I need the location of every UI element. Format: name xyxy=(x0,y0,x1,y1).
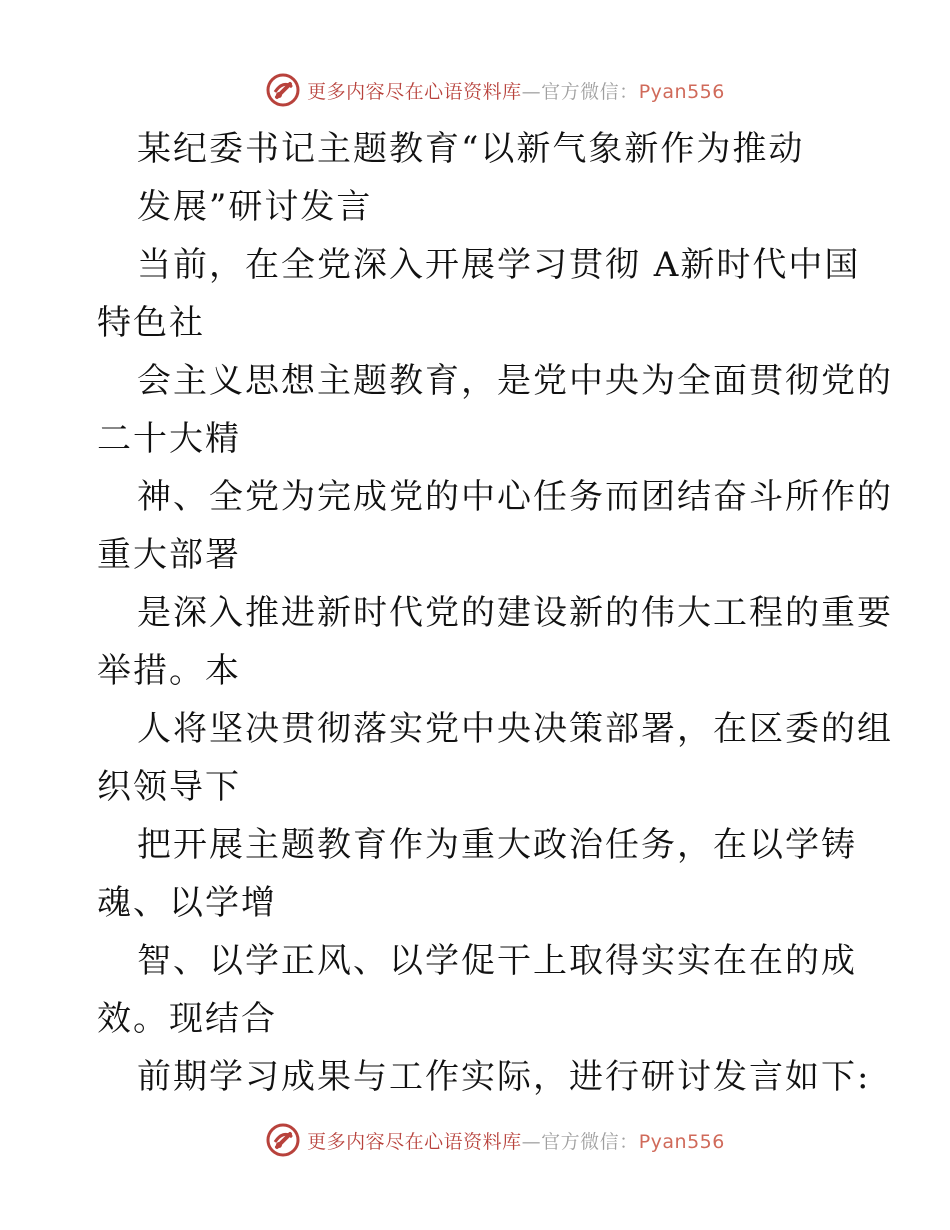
paragraph-line: 织领导下 xyxy=(97,767,241,807)
paragraph-line: 会主义思想主题教育，是党中央为全面贯彻党的 xyxy=(137,361,893,401)
watermark-handle: Pyan556 xyxy=(638,80,725,103)
watermark-group xyxy=(265,1122,725,1158)
document-body xyxy=(97,120,893,1106)
watermark-handle: Pyan556 xyxy=(638,1130,725,1153)
paragraph-line: 重大部署 xyxy=(97,535,241,575)
watermark-brand: 更多内容尽在心语资料库 xyxy=(307,1130,522,1153)
brand-logo-icon xyxy=(265,72,301,108)
paragraph-line: 神、全党为完成党的中心任务而团结奋斗所作的 xyxy=(137,477,893,517)
header-watermark xyxy=(0,70,950,110)
watermark-group xyxy=(265,72,725,108)
watermark-separator: — xyxy=(521,80,542,103)
paragraph-line: 二十大精 xyxy=(97,419,241,459)
watermark-text xyxy=(307,77,725,104)
document-title-line-1: 某纪委书记主题教育“以新气象新作为推动 xyxy=(137,129,805,169)
paragraph-line: 效。现结合 xyxy=(97,999,277,1039)
paragraph-line: 魂、以学增 xyxy=(97,883,277,923)
watermark-official: 官方微信： xyxy=(541,80,639,103)
paragraph-line: 举措。本 xyxy=(97,651,241,691)
watermark-separator: — xyxy=(521,1130,542,1153)
paragraph-line: 是深入推进新时代党的建设新的伟大工程的重要 xyxy=(137,593,893,633)
paragraph-line: 人将坚决贯彻落实党中央决策部署，在区委的组 xyxy=(137,709,893,749)
paragraph-line: 把开展主题教育作为重大政治任务，在以学铸 xyxy=(137,825,857,865)
paragraph-line: 前期学习成果与工作实际，进行研讨发言如下: xyxy=(137,1057,871,1097)
watermark-text xyxy=(307,1127,725,1154)
footer-watermark xyxy=(0,1120,950,1160)
document-title-line-2: 发展”研讨发言 xyxy=(137,187,373,227)
brand-logo-icon xyxy=(265,1122,301,1158)
watermark-official: 官方微信： xyxy=(541,1130,639,1153)
paragraph-line: 特色社 xyxy=(97,303,205,343)
paragraph-line: 当前，在全党深入开展学习贯彻 A新时代中国 xyxy=(137,245,861,285)
watermark-brand: 更多内容尽在心语资料库 xyxy=(307,80,522,103)
paragraph-line: 智、以学正风、以学促干上取得实实在在的成 xyxy=(137,941,857,981)
